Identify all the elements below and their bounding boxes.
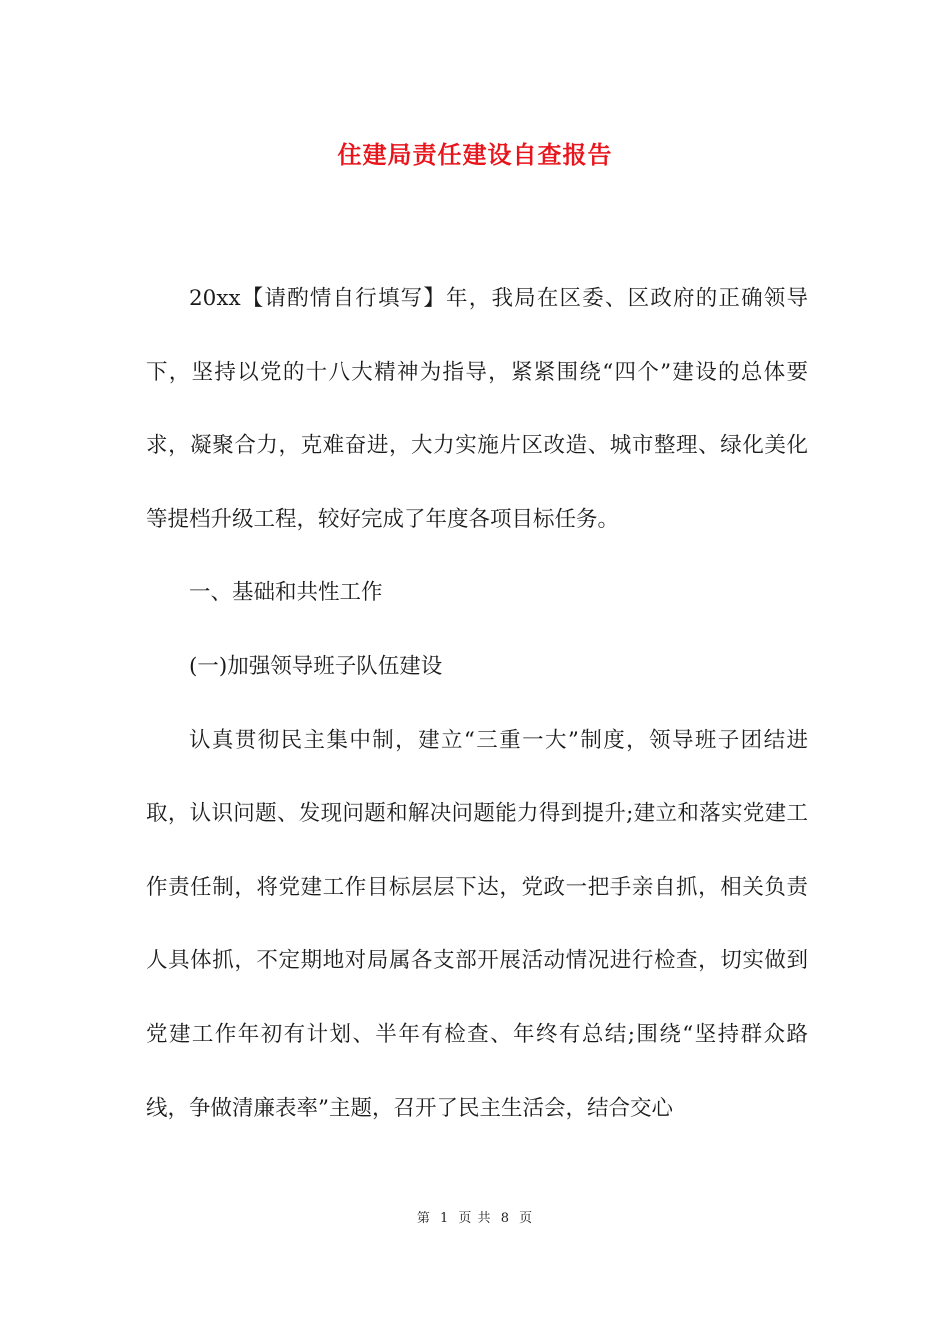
section-heading: 一、基础和共性工作 (189, 580, 383, 606)
document-body (146, 262, 808, 1145)
footer-prefix: 第 (416, 1211, 431, 1226)
body-paragraph: 认真贯彻民主集中制，建立“三重一大”制度，领导班子团结进取，认识问题、发现问题和解决问题能力得到提升;建立和落实党建工作责任制，将党建工作目标层层下达，党政一把手亲自抓，相关负责人具体抓，不定期地对局属各支部开展活动情况进行检查，切实做到党建工作年初有计划、半年有检查、年终有总结;围绕“坚持群众路线，争做清廉表率”主题，召开了民主生活会，结合交心 (146, 727, 808, 1121)
page-footer (0, 1207, 950, 1226)
footer-total-pages: 8 (500, 1211, 510, 1226)
subsection-heading: (一)加强领导班子队伍建设 (189, 653, 443, 679)
footer-middle: 页 共 (458, 1211, 492, 1226)
footer-suffix: 页 (519, 1211, 534, 1226)
footer-page-number: 1 (440, 1211, 450, 1226)
document-title: 住建局责任建设自查报告 (337, 140, 613, 169)
intro-paragraph: 20xx【请酌情自行填写】年，我局在区委、区政府的正确领导下，坚持以党的十八大精神为指导，紧紧围绕“四个”建设的总体要求，凝聚合力，克难奋进，大力实施片区改造、城市整理、绿化美化等提档升级工程，较好完成了年度各项目标任务。 (146, 286, 808, 532)
